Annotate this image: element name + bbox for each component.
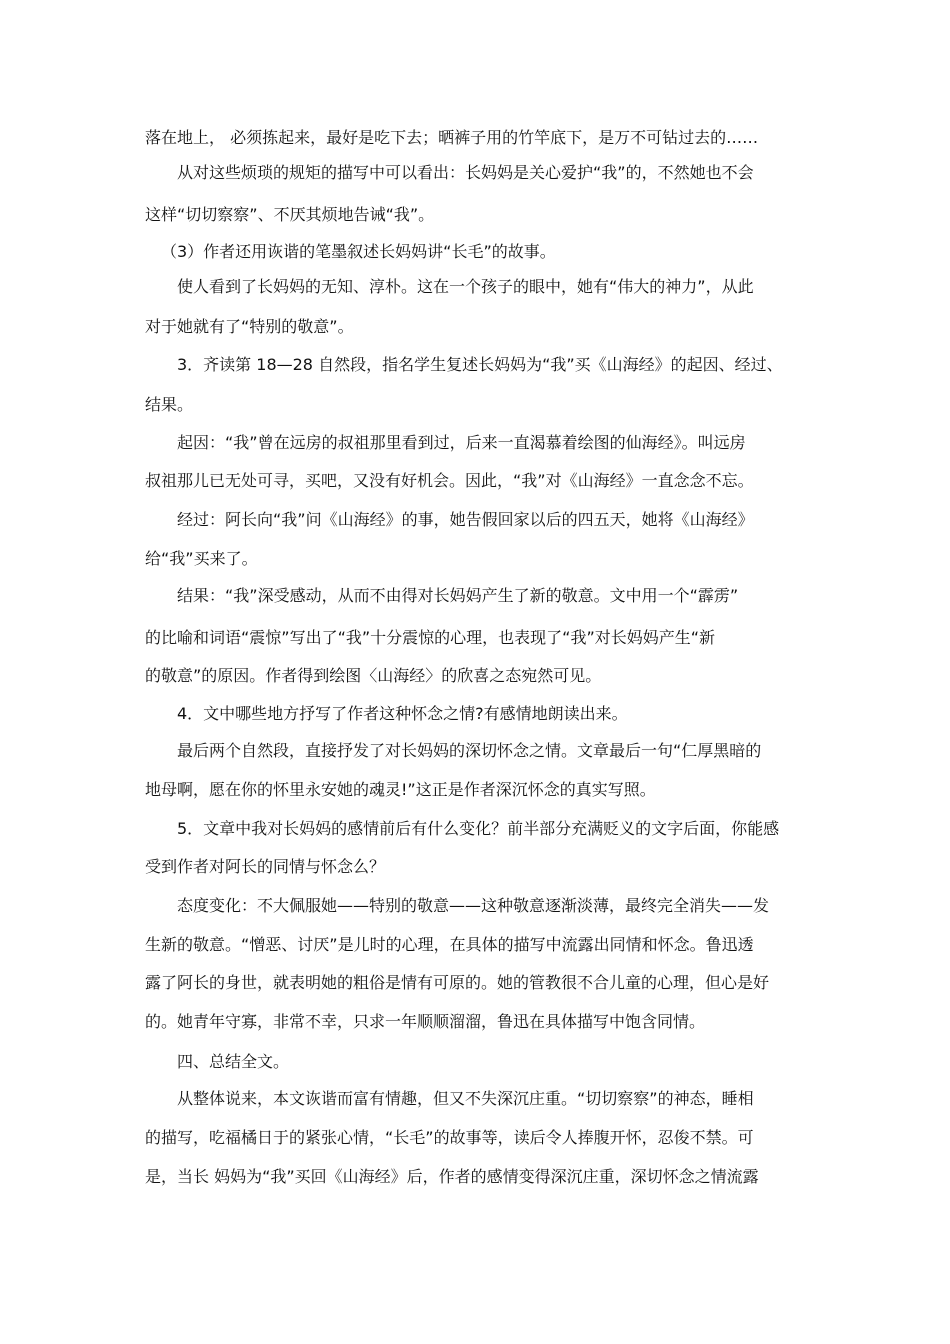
- text-line: 地母啊，愿在你的怀里永安她的魂灵!”这正是作者深沉怀念的真实写照。: [145, 780, 656, 799]
- text-line: 使人看到了长妈妈的无知、淳朴。这在一个孩子的眼中，她有“伟大的神力”，从此: [177, 277, 754, 296]
- text-line: 从整体说来，本文诙谐而富有情趣，但又不失深沉庄重。“切切察察”的神态，睡相: [177, 1089, 754, 1108]
- text-line: 露了阿长的身世，就表明她的粗俗是情有可原的。她的管教很不合儿童的心理，但心是好: [145, 973, 770, 992]
- text-line: 这样“切切察察”、不厌其烦地告诫“我”。: [145, 205, 435, 224]
- text-line: （3）作者还用诙谐的笔墨叙述长妈妈讲“长毛”的故事。: [161, 242, 556, 261]
- text-line: 经过：阿长向“我”问《山海经》的事，她告假回家以后的四五天，她将《山海经》: [177, 510, 754, 529]
- text-line: 从对这些烦琐的规矩的描写中可以看出：长妈妈是关心爱护“我”的，不然她也不会: [177, 163, 754, 182]
- text-line: 叔祖那儿已无处可寻，买吧，又没有好机会。因此，“我”对《山海经》一直念念不忘。: [145, 471, 754, 490]
- text-line: 是，当长 妈妈为“我”买回《山海经》后，作者的感情变得深沉庄重，深切怀念之情流露: [145, 1167, 759, 1186]
- text-line: 态度变化：不大佩服她——特别的敬意——这种敬意逐渐淡薄，最终完全消失——发: [177, 896, 770, 915]
- text-line: 的比喻和词语“震惊”写出了“我”十分震惊的心理，也表现了“我”对长妈妈产生“新: [145, 628, 716, 647]
- text-line: 4．文中哪些地方抒写了作者这种怀念之情?有感情地朗读出来。: [177, 704, 628, 723]
- text-line: 落在地上， 必须拣起来，最好是吃下去；晒裤子用的竹竿底下，是万不可钻过去的……: [145, 128, 759, 147]
- text-line: 结果：“我”深受感动，从而不由得对长妈妈产生了新的敬意。文中用一个“霹雳”: [177, 586, 739, 605]
- text-line: 四、总结全文。: [177, 1052, 290, 1071]
- text-line: 起因：“我”曾在远房的叔祖那里看到过，后来一直渴慕着绘图的仙海经》。叫远房: [177, 433, 746, 452]
- text-line: 对于她就有了“特别的敬意”。: [145, 317, 354, 336]
- text-line: 最后两个自然段，直接抒发了对长妈妈的深切怀念之情。文章最后一句“仁厚黑暗的: [177, 741, 762, 760]
- text-line: 的。她青年守寡，非常不幸，只求一年顺顺溜溜，鲁迅在具体描写中饱含同情。: [145, 1012, 706, 1031]
- text-line: 的敬意”的原因。作者得到绘图〈山海经〉的欣喜之态宛然可见。: [145, 666, 602, 685]
- text-line: 生新的敬意。“憎恶、讨厌”是儿时的心理，在具体的描写中流露出同情和怀念。鲁迅透: [145, 935, 754, 954]
- text-line: 5．文章中我对长妈妈的感情前后有什么变化？前半部分充满贬义的文字后面，你能感: [177, 819, 780, 838]
- text-line: 结果。: [145, 395, 194, 414]
- text-line: 的描写，吃福橘日于的紧张心情，“长毛”的故事等，读后令人捧腹开怀，忍俊不禁。可: [145, 1128, 754, 1147]
- text-line: 受到作者对阿长的同情与怀念么？: [145, 857, 386, 876]
- text-line: 3．齐读第 18—28 自然段，指名学生复述长妈妈为“我”买《山海经》的起因、经过、: [177, 355, 783, 374]
- text-line: 给“我”买来了。: [145, 549, 258, 568]
